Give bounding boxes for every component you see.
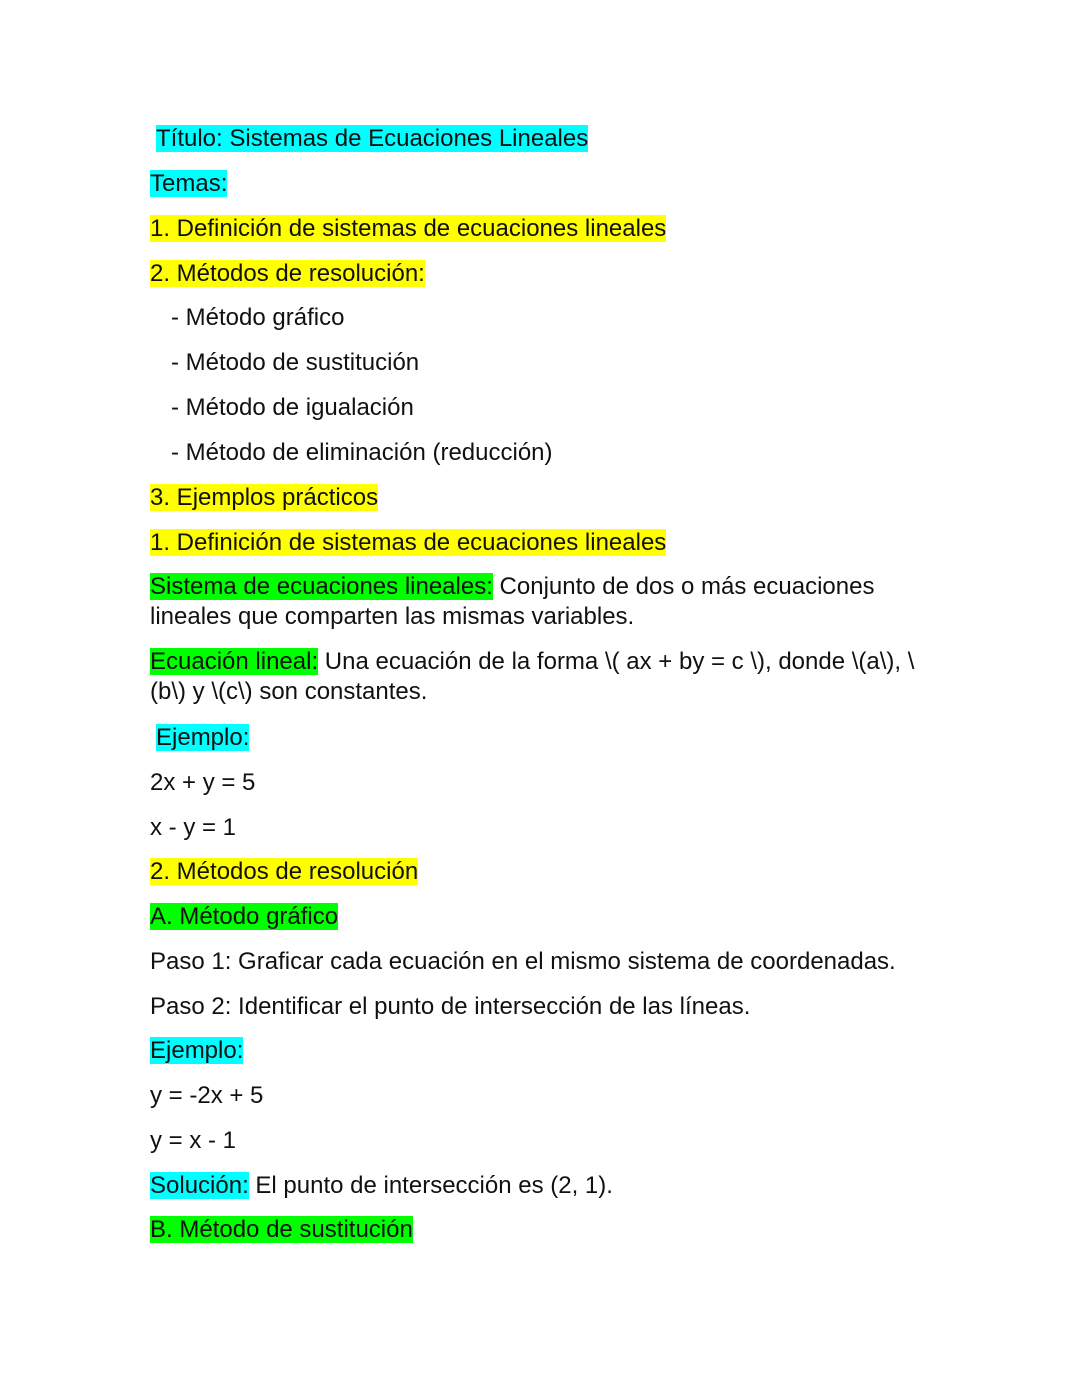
step-1: Paso 1: Graficar cada ecuación en el mismo sistema de coordenadas. bbox=[150, 948, 896, 975]
subsection-b-heading: B. Método de sustitución bbox=[150, 1216, 413, 1243]
outline-item-2: 2. Métodos de resolución: bbox=[150, 260, 425, 287]
definition-text: Conjunto de dos o más ecuaciones lineales que comparten las mismas variables. bbox=[150, 573, 875, 630]
section2-heading: 2. Métodos de resolución bbox=[150, 858, 419, 885]
definition-term: Ecuación lineal: bbox=[150, 648, 319, 675]
definition-system bbox=[150, 572, 950, 632]
equation: 2x + y = 5 bbox=[150, 769, 256, 796]
example-label: Ejemplo: bbox=[150, 1037, 244, 1064]
outline-sub-item: - Método de igualación bbox=[171, 394, 414, 421]
equation: y = -2x + 5 bbox=[150, 1082, 264, 1109]
section1-heading: 1. Definición de sistemas de ecuaciones lineales bbox=[150, 529, 667, 556]
solution-text: El punto de intersección es (2, 1). bbox=[248, 1172, 613, 1199]
outline-item-3: 3. Ejemplos prácticos bbox=[150, 484, 379, 511]
temas-label: Temas: bbox=[150, 170, 228, 197]
equation: y = x - 1 bbox=[150, 1127, 237, 1154]
page-title bbox=[156, 124, 588, 154]
outline-sub-item: - Método de eliminación (reducción) bbox=[171, 439, 553, 466]
outline-item-1: 1. Definición de sistemas de ecuaciones lineales bbox=[150, 215, 667, 242]
equation: x - y = 1 bbox=[150, 814, 237, 841]
title-highlight: Título: Sistemas de Ecuaciones Lineales bbox=[156, 125, 589, 152]
solution-label: Solución: bbox=[150, 1172, 249, 1199]
example-label: Ejemplo: bbox=[156, 724, 250, 751]
outline-sub-item: - Método gráfico bbox=[171, 304, 345, 331]
step-2: Paso 2: Identificar el punto de intersección de las líneas. bbox=[150, 993, 751, 1020]
definition-term: Sistema de ecuaciones lineales: bbox=[150, 573, 493, 600]
definition-text: Una ecuación de la forma \( ax + by = c \), donde \(a\), \(b\) y \(c\) son constantes. bbox=[150, 648, 915, 705]
solution bbox=[150, 1171, 613, 1201]
subsection-a-heading: A. Método gráfico bbox=[150, 903, 339, 930]
definition-linear-equation bbox=[150, 647, 950, 707]
outline-sub-item: - Método de sustitución bbox=[171, 349, 420, 376]
